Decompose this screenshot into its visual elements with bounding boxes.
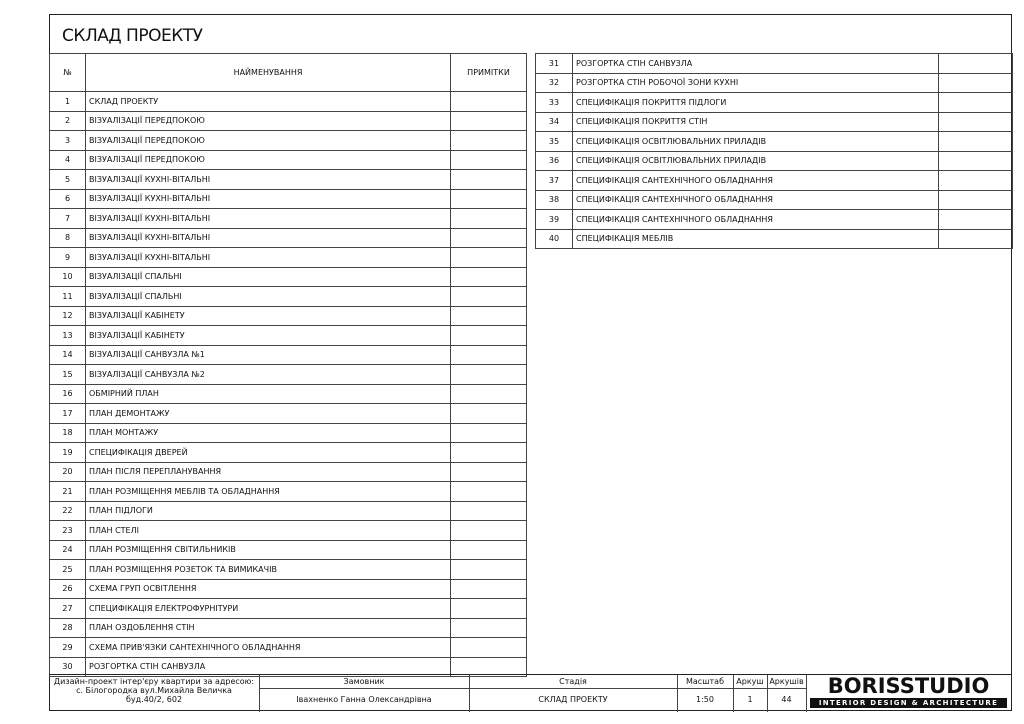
table-row (50, 345, 527, 365)
project-address (49, 677, 259, 705)
row-notes (451, 111, 527, 131)
row-number: 1 (50, 92, 86, 112)
row-notes (451, 326, 527, 346)
scale-label: Масштаб (685, 677, 725, 686)
logo-name: BORISSTUDIO (827, 674, 990, 698)
row-notes (451, 501, 527, 521)
row-notes (939, 54, 1013, 74)
row-number: 20 (50, 462, 86, 482)
row-notes (939, 210, 1013, 230)
row-notes (939, 151, 1013, 171)
row-name: РОЗГОРТКА СТІН РОБОЧОЇ ЗОНИ КУХНІ (573, 73, 939, 93)
row-number: 32 (536, 73, 573, 93)
row-name: ПЛАН ПІСЛЯ ПЕРЕПЛАНУВАННЯ (86, 462, 451, 482)
row-number: 7 (50, 209, 86, 229)
row-notes (451, 560, 527, 580)
row-notes (451, 287, 527, 307)
row-number: 27 (50, 599, 86, 619)
row-notes (451, 267, 527, 287)
table-row (50, 131, 527, 151)
row-name: ВІЗУАЛІЗАЦІЇ САНВУЗЛА №1 (86, 345, 451, 365)
row-name: СПЕЦИФІКАЦІЯ ПОКРИТТЯ ПІДЛОГИ (573, 93, 939, 113)
row-number: 18 (50, 423, 86, 443)
row-name: ПЛАН ДЕМОНТАЖУ (86, 404, 451, 424)
table-row (50, 228, 527, 248)
row-number: 39 (536, 210, 573, 230)
row-notes (939, 93, 1013, 113)
logo-tagline: INTERIOR DESIGN & ARCHITECTURE (810, 698, 1007, 708)
row-notes (451, 248, 527, 268)
table-row (50, 306, 527, 326)
row-notes (451, 482, 527, 502)
row-notes (451, 345, 527, 365)
row-name: СПЕЦИФІКАЦІЯ САНТЕХНІЧНОГО ОБЛАДНАННЯ (573, 210, 939, 230)
row-name: СПЕЦИФІКАЦІЯ ДВЕРЕЙ (86, 443, 451, 463)
table-row (50, 189, 527, 209)
row-name: СПЕЦИФІКАЦІЯ САНТЕХНІЧНОГО ОБЛАДНАННЯ (573, 171, 939, 191)
table-row (50, 423, 527, 443)
table-row (50, 384, 527, 404)
table-row (536, 151, 1013, 171)
row-number: 13 (50, 326, 86, 346)
table-row (536, 112, 1013, 132)
table-row (50, 248, 527, 268)
row-number: 24 (50, 540, 86, 560)
row-name: ВІЗУАЛІЗАЦІЇ КУХНІ-ВІТАЛЬНІ (86, 170, 451, 190)
row-number: 2 (50, 111, 86, 131)
table-row (50, 209, 527, 229)
table-row (536, 73, 1013, 93)
table-row (50, 267, 527, 287)
row-number: 3 (50, 131, 86, 151)
table-row (50, 404, 527, 424)
table-row (50, 150, 527, 170)
row-notes (451, 638, 527, 658)
table-row (50, 443, 527, 463)
row-notes (451, 521, 527, 541)
sheet-value: 1 (747, 695, 753, 704)
row-name: РОЗГОРТКА СТІН САНВУЗЛА (573, 54, 939, 74)
sheets-value: 44 (781, 695, 792, 704)
row-name: СКЛАД ПРОЕКТУ (86, 92, 451, 112)
row-name: ПЛАН РОЗМІЩЕННЯ РОЗЕТОК ТА ВИМИКАЧІВ (86, 560, 451, 580)
row-number: 31 (536, 54, 573, 74)
page-title: СКЛАД ПРОЕКТУ (62, 26, 203, 46)
row-name: СХЕМА ГРУП ОСВІТЛЕННЯ (86, 579, 451, 599)
studio-logo (807, 675, 1010, 709)
row-notes (451, 443, 527, 463)
table-row (50, 618, 527, 638)
table-row (50, 287, 527, 307)
row-number: 28 (50, 618, 86, 638)
table-row (536, 93, 1013, 113)
header-name: НАЙМЕНУВАННЯ (86, 54, 451, 92)
row-name: СПЕЦИФІКАЦІЯ ЕЛЕКТРОФУРНІТУРИ (86, 599, 451, 619)
table-row (50, 540, 527, 560)
row-name: ПЛАН СТЕЛІ (86, 521, 451, 541)
table-row (50, 462, 527, 482)
row-notes (451, 306, 527, 326)
address-line-1: Дизайн-проект інтер'єру квартири за адресою: (53, 677, 255, 686)
row-name: ПЛАН РОЗМІЩЕННЯ СВІТИЛЬНИКІВ (86, 540, 451, 560)
row-name: ПЛАН МОНТАЖУ (86, 423, 451, 443)
table-row (536, 132, 1013, 152)
row-name: СХЕМА ПРИВ'ЯЗКИ САНТЕХНІЧНОГО ОБЛАДНАННЯ (86, 638, 451, 658)
row-notes (451, 228, 527, 248)
table-row (536, 190, 1013, 210)
table-row (536, 171, 1013, 191)
row-name: ВІЗУАЛІЗАЦІЇ ПЕРЕДПОКОЮ (86, 111, 451, 131)
row-number: 10 (50, 267, 86, 287)
table-row (50, 521, 527, 541)
row-name: ВІЗУАЛІЗАЦІЇ КАБІНЕТУ (86, 306, 451, 326)
table-row (50, 638, 527, 658)
address-line-3: буд.40/2, 602 (125, 695, 183, 705)
row-notes (451, 365, 527, 385)
table-row (50, 482, 527, 502)
header-notes: ПРИМІТКИ (451, 54, 527, 92)
row-number: 14 (50, 345, 86, 365)
row-number: 4 (50, 150, 86, 170)
row-notes (451, 599, 527, 619)
row-notes (939, 132, 1013, 152)
row-number: 33 (536, 93, 573, 113)
row-number: 9 (50, 248, 86, 268)
row-name: РОЗГОРТКА СТІН САНВУЗЛА (86, 657, 451, 677)
table-row (50, 560, 527, 580)
table-row (536, 229, 1013, 249)
row-notes (451, 384, 527, 404)
customer-label: Замовник (343, 677, 385, 686)
row-name: СПЕЦИФІКАЦІЯ ПОКРИТТЯ СТІН (573, 112, 939, 132)
row-number: 38 (536, 190, 573, 210)
scale-value: 1:50 (696, 695, 714, 704)
table-header-row (50, 54, 527, 92)
row-number: 17 (50, 404, 86, 424)
row-number: 26 (50, 579, 86, 599)
sheets-label: Аркушів (769, 677, 804, 686)
row-name: ВІЗУАЛІЗАЦІЇ КУХНІ-ВІТАЛЬНІ (86, 209, 451, 229)
row-name: ПЛАН ОЗДОБЛЕННЯ СТІН (86, 618, 451, 638)
row-number: 11 (50, 287, 86, 307)
row-name: СПЕЦИФІКАЦІЯ МЕБЛІВ (573, 229, 939, 249)
row-name: ВІЗУАЛІЗАЦІЇ КУХНІ-ВІТАЛЬНІ (86, 228, 451, 248)
row-number: 15 (50, 365, 86, 385)
row-name: ВІЗУАЛІЗАЦІЇ СПАЛЬНІ (86, 267, 451, 287)
address-line-2: с. Білогородка вул.Михайла Величка (76, 686, 232, 696)
row-notes (451, 131, 527, 151)
row-notes (939, 112, 1013, 132)
row-name: СПЕЦИФІКАЦІЯ ОСВІТЛЮВАЛЬНИХ ПРИЛАДІВ (573, 151, 939, 171)
row-name: ВІЗУАЛІЗАЦІЇ ПЕРЕДПОКОЮ (86, 150, 451, 170)
row-notes (939, 190, 1013, 210)
table-row (536, 54, 1013, 74)
row-name: ВІЗУАЛІЗАЦІЇ СПАЛЬНІ (86, 287, 451, 307)
row-name: ВІЗУАЛІЗАЦІЇ САНВУЗЛА №2 (86, 365, 451, 385)
row-name: ПЛАН РОЗМІЩЕННЯ МЕБЛІВ ТА ОБЛАДНАННЯ (86, 482, 451, 502)
row-number: 25 (50, 560, 86, 580)
row-name: ВІЗУАЛІЗАЦІЇ КУХНІ-ВІТАЛЬНІ (86, 248, 451, 268)
row-number: 29 (50, 638, 86, 658)
row-notes (451, 423, 527, 443)
row-notes (939, 171, 1013, 191)
row-number: 19 (50, 443, 86, 463)
header-num: № (50, 54, 86, 92)
table-row (50, 365, 527, 385)
row-number: 30 (50, 657, 86, 677)
table-row (50, 599, 527, 619)
row-notes (451, 189, 527, 209)
row-notes (451, 404, 527, 424)
stage-value: СКЛАД ПРОЕКТУ (538, 695, 608, 704)
row-name: ПЛАН ПІДЛОГИ (86, 501, 451, 521)
row-number: 40 (536, 229, 573, 249)
row-notes (451, 209, 527, 229)
row-number: 12 (50, 306, 86, 326)
table-row (50, 501, 527, 521)
row-notes (939, 229, 1013, 249)
row-name: СПЕЦИФІКАЦІЯ САНТЕХНІЧНОГО ОБЛАДНАННЯ (573, 190, 939, 210)
contents-table-right (535, 53, 1013, 249)
table-row (50, 92, 527, 112)
row-name: ОБМІРНИЙ ПЛАН (86, 384, 451, 404)
table-row (50, 579, 527, 599)
customer-value: Івахненко Ганна Олександрівна (296, 695, 432, 704)
row-notes (451, 540, 527, 560)
table-row (50, 170, 527, 190)
row-notes (451, 170, 527, 190)
row-number: 6 (50, 189, 86, 209)
stage-label: Стадія (559, 677, 587, 686)
row-number: 22 (50, 501, 86, 521)
table-row (536, 210, 1013, 230)
row-name: СПЕЦИФІКАЦІЯ ОСВІТЛЮВАЛЬНИХ ПРИЛАДІВ (573, 132, 939, 152)
row-number: 23 (50, 521, 86, 541)
row-notes (451, 462, 527, 482)
row-number: 37 (536, 171, 573, 191)
row-name: ВІЗУАЛІЗАЦІЇ КУХНІ-ВІТАЛЬНІ (86, 189, 451, 209)
row-number: 8 (50, 228, 86, 248)
row-name: ВІЗУАЛІЗАЦІЇ ПЕРЕДПОКОЮ (86, 131, 451, 151)
row-number: 21 (50, 482, 86, 502)
table-row (50, 111, 527, 131)
row-number: 35 (536, 132, 573, 152)
row-name: ВІЗУАЛІЗАЦІЇ КАБІНЕТУ (86, 326, 451, 346)
sheet-label: Аркуш (736, 677, 764, 686)
contents-table-left (49, 53, 527, 677)
row-notes (451, 618, 527, 638)
row-number: 5 (50, 170, 86, 190)
row-notes (451, 579, 527, 599)
row-notes (451, 92, 527, 112)
row-number: 16 (50, 384, 86, 404)
row-notes (939, 73, 1013, 93)
table-row (50, 326, 527, 346)
row-number: 34 (536, 112, 573, 132)
row-number: 36 (536, 151, 573, 171)
row-notes (451, 150, 527, 170)
